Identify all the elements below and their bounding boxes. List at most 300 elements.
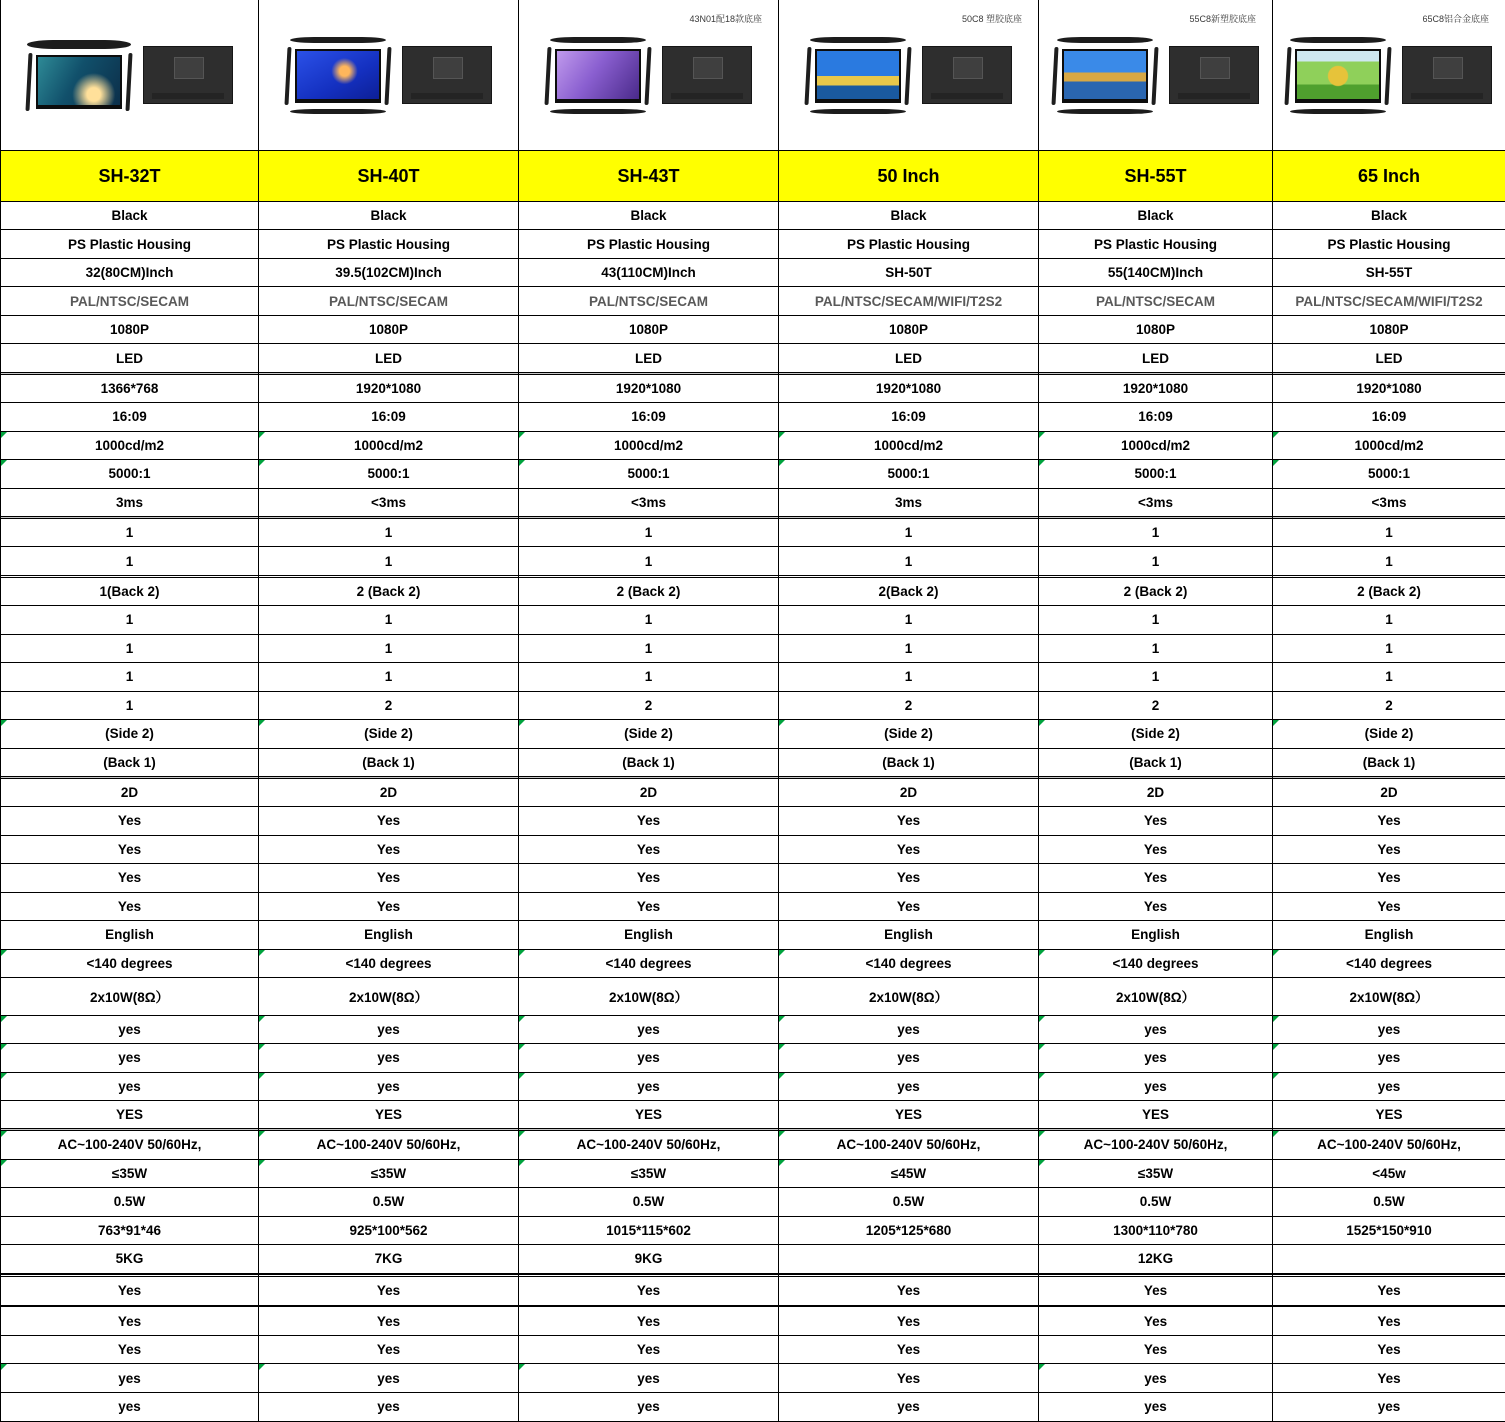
spec-cell: Yes bbox=[779, 807, 1039, 835]
spec-cell: 1525*150*910 bbox=[1273, 1216, 1505, 1244]
spec-cell: yes bbox=[1039, 1044, 1273, 1072]
spec-cell: yes bbox=[1273, 1044, 1505, 1072]
spec-cell: 1 bbox=[519, 663, 779, 691]
spec-cell: Yes bbox=[779, 1307, 1039, 1335]
spec-cell: 1920*1080 bbox=[1039, 374, 1273, 402]
spec-cell: 1920*1080 bbox=[779, 374, 1039, 402]
tv-front-view bbox=[815, 49, 901, 103]
spec-cell: 16:09 bbox=[259, 403, 519, 431]
spec-row bbox=[1, 230, 1505, 258]
spec-cell: LED bbox=[259, 344, 519, 372]
spec-cell: 1080P bbox=[1039, 315, 1273, 343]
spec-cell: (Back 1) bbox=[1039, 748, 1273, 776]
tv-side-view bbox=[544, 47, 551, 105]
spec-cell: yes bbox=[1039, 1364, 1273, 1392]
spec-cell: <140 degrees bbox=[259, 949, 519, 977]
spec-cell: Yes bbox=[1273, 864, 1505, 892]
spec-cell: 1 bbox=[779, 547, 1039, 575]
spec-cell: 3ms bbox=[779, 488, 1039, 516]
spec-cell: PS Plastic Housing bbox=[519, 230, 779, 258]
spec-cell: 1015*115*602 bbox=[519, 1216, 779, 1244]
spec-cell: 16:09 bbox=[1273, 403, 1505, 431]
spec-cell: yes bbox=[1, 1072, 259, 1100]
spec-cell: 1080P bbox=[1273, 315, 1505, 343]
spec-cell: Yes bbox=[519, 1277, 779, 1305]
spec-cell: PAL/NTSC/SECAM/WIFI/T2S2 bbox=[1273, 287, 1505, 315]
tv-bottom-view bbox=[1290, 109, 1386, 114]
spec-cell: Yes bbox=[1273, 1307, 1505, 1335]
tv-side-view bbox=[904, 47, 911, 105]
spec-cell: Black bbox=[1039, 202, 1273, 230]
spec-row bbox=[1, 344, 1505, 372]
model-header-sh32t: SH-32T bbox=[1, 151, 259, 202]
spec-cell: yes bbox=[1039, 1072, 1273, 1100]
spec-cell: yes bbox=[259, 1392, 519, 1421]
tv-side-view bbox=[1151, 47, 1158, 105]
spec-cell: PS Plastic Housing bbox=[1273, 230, 1505, 258]
spec-cell: LED bbox=[1, 344, 259, 372]
product-caption: 65C8铝合金底座 bbox=[1422, 14, 1489, 24]
spec-cell: Yes bbox=[1039, 1277, 1273, 1305]
spec-cell: yes bbox=[779, 1392, 1039, 1421]
model-header-sh43t: SH-43T bbox=[519, 151, 779, 202]
tv-side-view bbox=[1051, 47, 1058, 105]
spec-cell: (Back 1) bbox=[779, 748, 1039, 776]
spec-cell: Yes bbox=[1273, 1277, 1505, 1305]
spec-cell: Yes bbox=[1273, 892, 1505, 920]
spec-cell: 2D bbox=[779, 778, 1039, 806]
product-photo-sh55t bbox=[1041, 0, 1270, 150]
spec-cell: (Back 1) bbox=[1, 748, 259, 776]
spec-cell: 5000:1 bbox=[259, 460, 519, 488]
spec-cell: AC~100-240V 50/60Hz, bbox=[1039, 1131, 1273, 1159]
spec-cell: Yes bbox=[1, 864, 259, 892]
spec-row bbox=[1, 1100, 1505, 1128]
spec-cell: 1 bbox=[1, 634, 259, 662]
spec-cell: <3ms bbox=[259, 488, 519, 516]
spec-row bbox=[1, 460, 1505, 488]
spec-cell: 1000cd/m2 bbox=[1273, 431, 1505, 459]
spec-table-body bbox=[1, 0, 1505, 1422]
spec-cell: 1 bbox=[779, 634, 1039, 662]
spec-cell: 763*91*46 bbox=[1, 1216, 259, 1244]
product-photo-50inch bbox=[781, 0, 1036, 150]
spec-cell: <140 degrees bbox=[1039, 949, 1273, 977]
spec-cell: (Side 2) bbox=[1, 720, 259, 748]
spec-row bbox=[1, 1044, 1505, 1072]
spec-cell: LED bbox=[779, 344, 1039, 372]
spec-cell: YES bbox=[519, 1100, 779, 1128]
model-header-row bbox=[1, 151, 1505, 202]
spec-cell: (Back 1) bbox=[1273, 748, 1505, 776]
spec-cell: English bbox=[1039, 921, 1273, 949]
spec-cell: PS Plastic Housing bbox=[1, 230, 259, 258]
spec-cell: 1080P bbox=[519, 315, 779, 343]
spec-cell: yes bbox=[1039, 1392, 1273, 1421]
tv-front-view bbox=[295, 49, 381, 103]
spec-cell: 2 bbox=[779, 691, 1039, 719]
spec-cell: 2x10W(8Ω） bbox=[259, 978, 519, 1015]
spec-cell: yes bbox=[1039, 1015, 1273, 1043]
spec-cell: 1080P bbox=[259, 315, 519, 343]
product-photo-sh32t bbox=[3, 0, 256, 150]
spec-cell: Yes bbox=[1, 835, 259, 863]
spec-cell: Yes bbox=[779, 892, 1039, 920]
spec-cell: YES bbox=[779, 1100, 1039, 1128]
spec-row bbox=[1, 691, 1505, 719]
spec-cell: 2 bbox=[1273, 691, 1505, 719]
spec-cell: yes bbox=[519, 1015, 779, 1043]
spec-cell: 1 bbox=[519, 606, 779, 634]
spec-cell: 55(140CM)Inch bbox=[1039, 258, 1273, 286]
spec-cell: yes bbox=[779, 1044, 1039, 1072]
spec-cell: Yes bbox=[1273, 1335, 1505, 1363]
spec-cell: 2D bbox=[1, 778, 259, 806]
spec-cell: 5000:1 bbox=[1273, 460, 1505, 488]
spec-cell: (Side 2) bbox=[1273, 720, 1505, 748]
spec-cell: 1 bbox=[1039, 518, 1273, 546]
spec-cell: 1000cd/m2 bbox=[259, 431, 519, 459]
spec-cell: AC~100-240V 50/60Hz, bbox=[259, 1131, 519, 1159]
spec-cell: 1 bbox=[1039, 663, 1273, 691]
tv-bottom-view bbox=[810, 109, 906, 114]
spec-cell: (Side 2) bbox=[519, 720, 779, 748]
spec-row bbox=[1, 258, 1505, 286]
spec-row bbox=[1, 1307, 1505, 1335]
spec-cell: 0.5W bbox=[779, 1188, 1039, 1216]
spec-cell: 16:09 bbox=[519, 403, 779, 431]
spec-row bbox=[1, 892, 1505, 920]
tv-side-view bbox=[384, 47, 391, 105]
spec-cell: 2 bbox=[259, 691, 519, 719]
tv-front-view bbox=[555, 49, 641, 103]
spec-row bbox=[1, 921, 1505, 949]
spec-cell: 5KG bbox=[1, 1245, 259, 1273]
spec-cell: Yes bbox=[519, 892, 779, 920]
spec-cell: PS Plastic Housing bbox=[259, 230, 519, 258]
spec-cell: <3ms bbox=[1039, 488, 1273, 516]
spec-cell: 1 bbox=[1, 691, 259, 719]
spec-row bbox=[1, 1159, 1505, 1187]
spec-row bbox=[1, 202, 1505, 230]
spec-cell: 2x10W(8Ω） bbox=[1039, 978, 1273, 1015]
spec-cell: 1 bbox=[779, 663, 1039, 691]
product-caption: 50C8 塑胶底座 bbox=[961, 14, 1022, 24]
spec-cell: 925*100*562 bbox=[259, 1216, 519, 1244]
model-header-65inch: 65 Inch bbox=[1273, 151, 1505, 202]
spec-row bbox=[1, 949, 1505, 977]
tv-top-view bbox=[1057, 37, 1153, 43]
product-image-cell bbox=[1039, 0, 1273, 151]
tv-back-view bbox=[1169, 46, 1259, 104]
spec-cell: Yes bbox=[259, 807, 519, 835]
spec-cell: 2D bbox=[1273, 778, 1505, 806]
spec-cell: 1 bbox=[1, 547, 259, 575]
spec-cell: Yes bbox=[1, 1335, 259, 1363]
tv-top-view bbox=[1290, 37, 1386, 43]
spec-cell: 1 bbox=[1039, 547, 1273, 575]
spec-row bbox=[1, 518, 1505, 546]
spec-cell: Yes bbox=[1273, 835, 1505, 863]
spec-cell: Yes bbox=[779, 835, 1039, 863]
spec-row bbox=[1, 1392, 1505, 1421]
spec-cell: English bbox=[1, 921, 259, 949]
spec-row bbox=[1, 720, 1505, 748]
tv-front-view bbox=[1062, 49, 1148, 103]
spec-cell: 1080P bbox=[779, 315, 1039, 343]
spec-row bbox=[1, 1335, 1505, 1363]
spec-cell: <3ms bbox=[1273, 488, 1505, 516]
spec-cell: Black bbox=[1273, 202, 1505, 230]
spec-cell: 2D bbox=[259, 778, 519, 806]
spec-cell: 1 bbox=[259, 634, 519, 662]
spec-cell: 1 bbox=[1273, 547, 1505, 575]
spec-cell: yes bbox=[519, 1072, 779, 1100]
spec-cell: 2 bbox=[519, 691, 779, 719]
spec-row bbox=[1, 1277, 1505, 1305]
spec-cell: 1 bbox=[519, 634, 779, 662]
spec-cell: yes bbox=[1, 1015, 259, 1043]
spec-cell: Yes bbox=[519, 835, 779, 863]
spec-cell: <3ms bbox=[519, 488, 779, 516]
spec-cell: 2x10W(8Ω） bbox=[519, 978, 779, 1015]
spec-cell: 12KG bbox=[1039, 1245, 1273, 1273]
spec-cell: 1000cd/m2 bbox=[1039, 431, 1273, 459]
spec-row bbox=[1, 663, 1505, 691]
spec-cell: 1920*1080 bbox=[519, 374, 779, 402]
spec-cell: yes bbox=[519, 1364, 779, 1392]
spec-row bbox=[1, 606, 1505, 634]
spec-cell: yes bbox=[1273, 1072, 1505, 1100]
spec-cell: <140 degrees bbox=[519, 949, 779, 977]
product-image-cell bbox=[1273, 0, 1505, 151]
tv-back-view bbox=[1402, 46, 1492, 104]
spec-cell: Yes bbox=[259, 835, 519, 863]
spec-cell: 0.5W bbox=[1039, 1188, 1273, 1216]
spec-cell: LED bbox=[1273, 344, 1505, 372]
spec-cell: YES bbox=[1039, 1100, 1273, 1128]
spec-cell: English bbox=[1273, 921, 1505, 949]
tv-side-view bbox=[1284, 47, 1291, 105]
spec-cell: 1300*110*780 bbox=[1039, 1216, 1273, 1244]
spec-cell: 1 bbox=[1, 518, 259, 546]
spec-cell: 39.5(102CM)Inch bbox=[259, 258, 519, 286]
spec-row bbox=[1, 577, 1505, 605]
spec-cell: Yes bbox=[779, 864, 1039, 892]
spec-cell: Yes bbox=[1039, 1335, 1273, 1363]
product-image-cell bbox=[779, 0, 1039, 151]
spec-cell: 2x10W(8Ω） bbox=[779, 978, 1039, 1015]
tv-bottom-view bbox=[290, 109, 386, 114]
spec-cell: (Side 2) bbox=[779, 720, 1039, 748]
spec-cell: yes bbox=[1273, 1015, 1505, 1043]
spec-cell: Yes bbox=[1039, 864, 1273, 892]
spec-row bbox=[1, 1216, 1505, 1244]
spec-cell: Yes bbox=[1, 807, 259, 835]
spec-cell: Yes bbox=[519, 807, 779, 835]
spec-row bbox=[1, 1015, 1505, 1043]
spec-cell: Black bbox=[259, 202, 519, 230]
spec-cell: Yes bbox=[259, 1307, 519, 1335]
spec-cell: YES bbox=[1273, 1100, 1505, 1128]
spec-cell: yes bbox=[779, 1015, 1039, 1043]
spec-row bbox=[1, 1188, 1505, 1216]
spec-cell: 1 bbox=[259, 663, 519, 691]
spec-row bbox=[1, 403, 1505, 431]
spec-cell: <45w bbox=[1273, 1159, 1505, 1187]
spec-cell: (Side 2) bbox=[259, 720, 519, 748]
spec-cell: PAL/NTSC/SECAM/WIFI/T2S2 bbox=[779, 287, 1039, 315]
spec-cell bbox=[779, 1245, 1039, 1273]
spec-cell: 1 bbox=[259, 606, 519, 634]
spec-cell: 5000:1 bbox=[779, 460, 1039, 488]
tv-back-view bbox=[143, 46, 233, 104]
spec-cell: LED bbox=[1039, 344, 1273, 372]
product-image-row bbox=[1, 0, 1505, 151]
spec-cell: PAL/NTSC/SECAM bbox=[519, 287, 779, 315]
spec-cell: yes bbox=[259, 1364, 519, 1392]
spec-cell: Yes bbox=[1, 1277, 259, 1305]
product-image-cell bbox=[259, 0, 519, 151]
spec-cell: PS Plastic Housing bbox=[1039, 230, 1273, 258]
spec-cell: 2 (Back 2) bbox=[1039, 577, 1273, 605]
spec-cell: Black bbox=[1, 202, 259, 230]
spec-cell: PAL/NTSC/SECAM bbox=[1039, 287, 1273, 315]
spec-row bbox=[1, 835, 1505, 863]
spec-cell: 1 bbox=[779, 518, 1039, 546]
spec-cell: 5000:1 bbox=[1, 460, 259, 488]
spec-cell: Yes bbox=[1039, 1307, 1273, 1335]
spec-row bbox=[1, 1072, 1505, 1100]
spec-cell: Yes bbox=[1039, 835, 1273, 863]
spec-cell: Yes bbox=[1273, 807, 1505, 835]
spec-row bbox=[1, 778, 1505, 806]
spec-cell: Yes bbox=[519, 864, 779, 892]
spec-row bbox=[1, 488, 1505, 516]
spec-cell: Yes bbox=[1039, 807, 1273, 835]
spec-cell: 1080P bbox=[1, 315, 259, 343]
tv-side-view bbox=[25, 53, 32, 111]
spec-row bbox=[1, 1364, 1505, 1392]
spec-cell: ≤35W bbox=[259, 1159, 519, 1187]
spec-cell: yes bbox=[259, 1072, 519, 1100]
spec-cell: 32(80CM)Inch bbox=[1, 258, 259, 286]
spec-cell: AC~100-240V 50/60Hz, bbox=[1273, 1131, 1505, 1159]
spec-cell: yes bbox=[519, 1044, 779, 1072]
spec-cell: Yes bbox=[519, 1307, 779, 1335]
spec-cell: yes bbox=[259, 1015, 519, 1043]
spec-cell: 1000cd/m2 bbox=[779, 431, 1039, 459]
spec-cell: 1 bbox=[1039, 606, 1273, 634]
spec-cell: AC~100-240V 50/60Hz, bbox=[779, 1131, 1039, 1159]
product-caption: 55C8新塑胶底座 bbox=[1189, 14, 1256, 24]
spec-cell: 1 bbox=[1273, 663, 1505, 691]
spec-cell: YES bbox=[259, 1100, 519, 1128]
spec-cell: ≤35W bbox=[1, 1159, 259, 1187]
spec-cell: (Back 1) bbox=[259, 748, 519, 776]
spec-cell: Yes bbox=[779, 1277, 1039, 1305]
spec-cell: 1 bbox=[1, 663, 259, 691]
spec-row bbox=[1, 978, 1505, 1015]
tv-side-view bbox=[1384, 47, 1391, 105]
spec-cell: 2D bbox=[519, 778, 779, 806]
spec-cell: Black bbox=[779, 202, 1039, 230]
spec-cell: 1(Back 2) bbox=[1, 577, 259, 605]
spec-cell: 1205*125*680 bbox=[779, 1216, 1039, 1244]
spec-cell: PAL/NTSC/SECAM bbox=[1, 287, 259, 315]
spec-cell: Yes bbox=[1273, 1364, 1505, 1392]
spec-cell: 1 bbox=[259, 518, 519, 546]
spec-cell: 1920*1080 bbox=[1273, 374, 1505, 402]
tv-bottom-view bbox=[1057, 109, 1153, 114]
spec-cell: 1 bbox=[1273, 518, 1505, 546]
spec-cell: 2D bbox=[1039, 778, 1273, 806]
tv-top-view bbox=[550, 37, 646, 43]
spec-cell: 2 (Back 2) bbox=[519, 577, 779, 605]
spec-cell: 0.5W bbox=[259, 1188, 519, 1216]
spec-cell: 0.5W bbox=[1, 1188, 259, 1216]
spec-cell: ≤35W bbox=[1039, 1159, 1273, 1187]
spec-cell: 1 bbox=[1039, 634, 1273, 662]
product-image-cell bbox=[1, 0, 259, 151]
model-header-50inch: 50 Inch bbox=[779, 151, 1039, 202]
spec-cell: yes bbox=[1, 1044, 259, 1072]
spec-cell: 2x10W(8Ω） bbox=[1273, 978, 1505, 1015]
tv-top-view bbox=[290, 37, 386, 43]
tv-back-view bbox=[922, 46, 1012, 104]
spec-cell: YES bbox=[1, 1100, 259, 1128]
spec-cell: English bbox=[259, 921, 519, 949]
spec-cell: 1366*768 bbox=[1, 374, 259, 402]
spec-row bbox=[1, 864, 1505, 892]
spec-cell: Yes bbox=[259, 864, 519, 892]
spec-cell: AC~100-240V 50/60Hz, bbox=[1, 1131, 259, 1159]
spec-cell: 1920*1080 bbox=[259, 374, 519, 402]
spec-cell: yes bbox=[1, 1364, 259, 1392]
spec-cell: LED bbox=[519, 344, 779, 372]
tv-back-view bbox=[662, 46, 752, 104]
spec-cell: 2(Back 2) bbox=[779, 577, 1039, 605]
spec-cell: English bbox=[519, 921, 779, 949]
tv-top-view bbox=[810, 37, 906, 43]
spec-cell: 1 bbox=[519, 518, 779, 546]
spec-cell: SH-50T bbox=[779, 258, 1039, 286]
spec-cell: 5000:1 bbox=[1039, 460, 1273, 488]
product-caption: 43N01配18款底座 bbox=[689, 14, 762, 24]
spec-cell: PAL/NTSC/SECAM bbox=[259, 287, 519, 315]
spec-row bbox=[1, 315, 1505, 343]
spec-row bbox=[1, 634, 1505, 662]
spec-cell: yes bbox=[1273, 1392, 1505, 1421]
spec-row bbox=[1, 547, 1505, 575]
tv-side-view bbox=[644, 47, 651, 105]
spec-cell: (Side 2) bbox=[1039, 720, 1273, 748]
tv-side-view bbox=[284, 47, 291, 105]
spec-cell: yes bbox=[779, 1072, 1039, 1100]
spec-row bbox=[1, 748, 1505, 776]
spec-cell: 43(110CM)Inch bbox=[519, 258, 779, 286]
spec-cell: 1 bbox=[1, 606, 259, 634]
spec-cell: 7KG bbox=[259, 1245, 519, 1273]
spec-cell: yes bbox=[1, 1392, 259, 1421]
spec-row bbox=[1, 1131, 1505, 1159]
product-photo-65inch bbox=[1275, 0, 1503, 150]
spec-cell: ≤35W bbox=[519, 1159, 779, 1187]
spec-cell: 0.5W bbox=[519, 1188, 779, 1216]
spec-cell: 9KG bbox=[519, 1245, 779, 1273]
spec-row bbox=[1, 374, 1505, 402]
spec-cell: 1 bbox=[519, 547, 779, 575]
